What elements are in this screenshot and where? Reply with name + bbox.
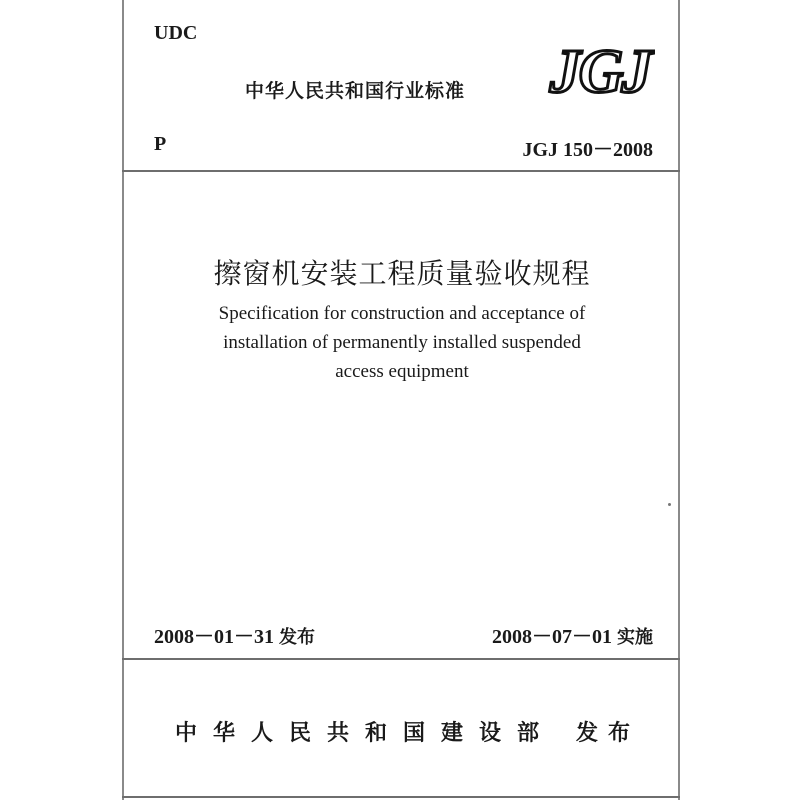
bottom-border bbox=[122, 796, 680, 798]
frame-left-border bbox=[122, 0, 124, 800]
english-title-line: installation of permanently installed suspended bbox=[223, 332, 581, 353]
publisher-label: 发布 bbox=[576, 721, 641, 746]
footer-divider bbox=[122, 658, 680, 660]
implement-date: 2008－07－01 bbox=[492, 626, 612, 648]
implement-date-block bbox=[492, 620, 653, 649]
publisher-name: 中华人民共和国建设部 bbox=[175, 721, 556, 746]
print-speck bbox=[668, 503, 671, 506]
english-title bbox=[124, 299, 680, 386]
issue-date-block bbox=[154, 620, 315, 649]
standard-series-title: 中华人民共和国行业标准 bbox=[245, 80, 466, 102]
issue-date: 2008－01－31 bbox=[154, 626, 274, 648]
jgj-logo-text: JGJ bbox=[549, 38, 651, 102]
standard-number: JGJ 150－2008 bbox=[522, 139, 653, 161]
issue-label: 发布 bbox=[279, 627, 315, 648]
chinese-title: 擦窗机安装工程质量验收规程 bbox=[213, 257, 591, 290]
header-divider bbox=[122, 170, 680, 172]
implement-label: 实施 bbox=[617, 627, 653, 648]
udc-label: UDC bbox=[154, 22, 198, 44]
english-title-line: Specification for construction and acceptance of bbox=[218, 303, 586, 324]
jgj-logo bbox=[545, 38, 655, 102]
frame-right-border bbox=[678, 0, 680, 800]
english-title-line: access equipment bbox=[335, 361, 469, 382]
classification-code: P bbox=[154, 133, 167, 155]
